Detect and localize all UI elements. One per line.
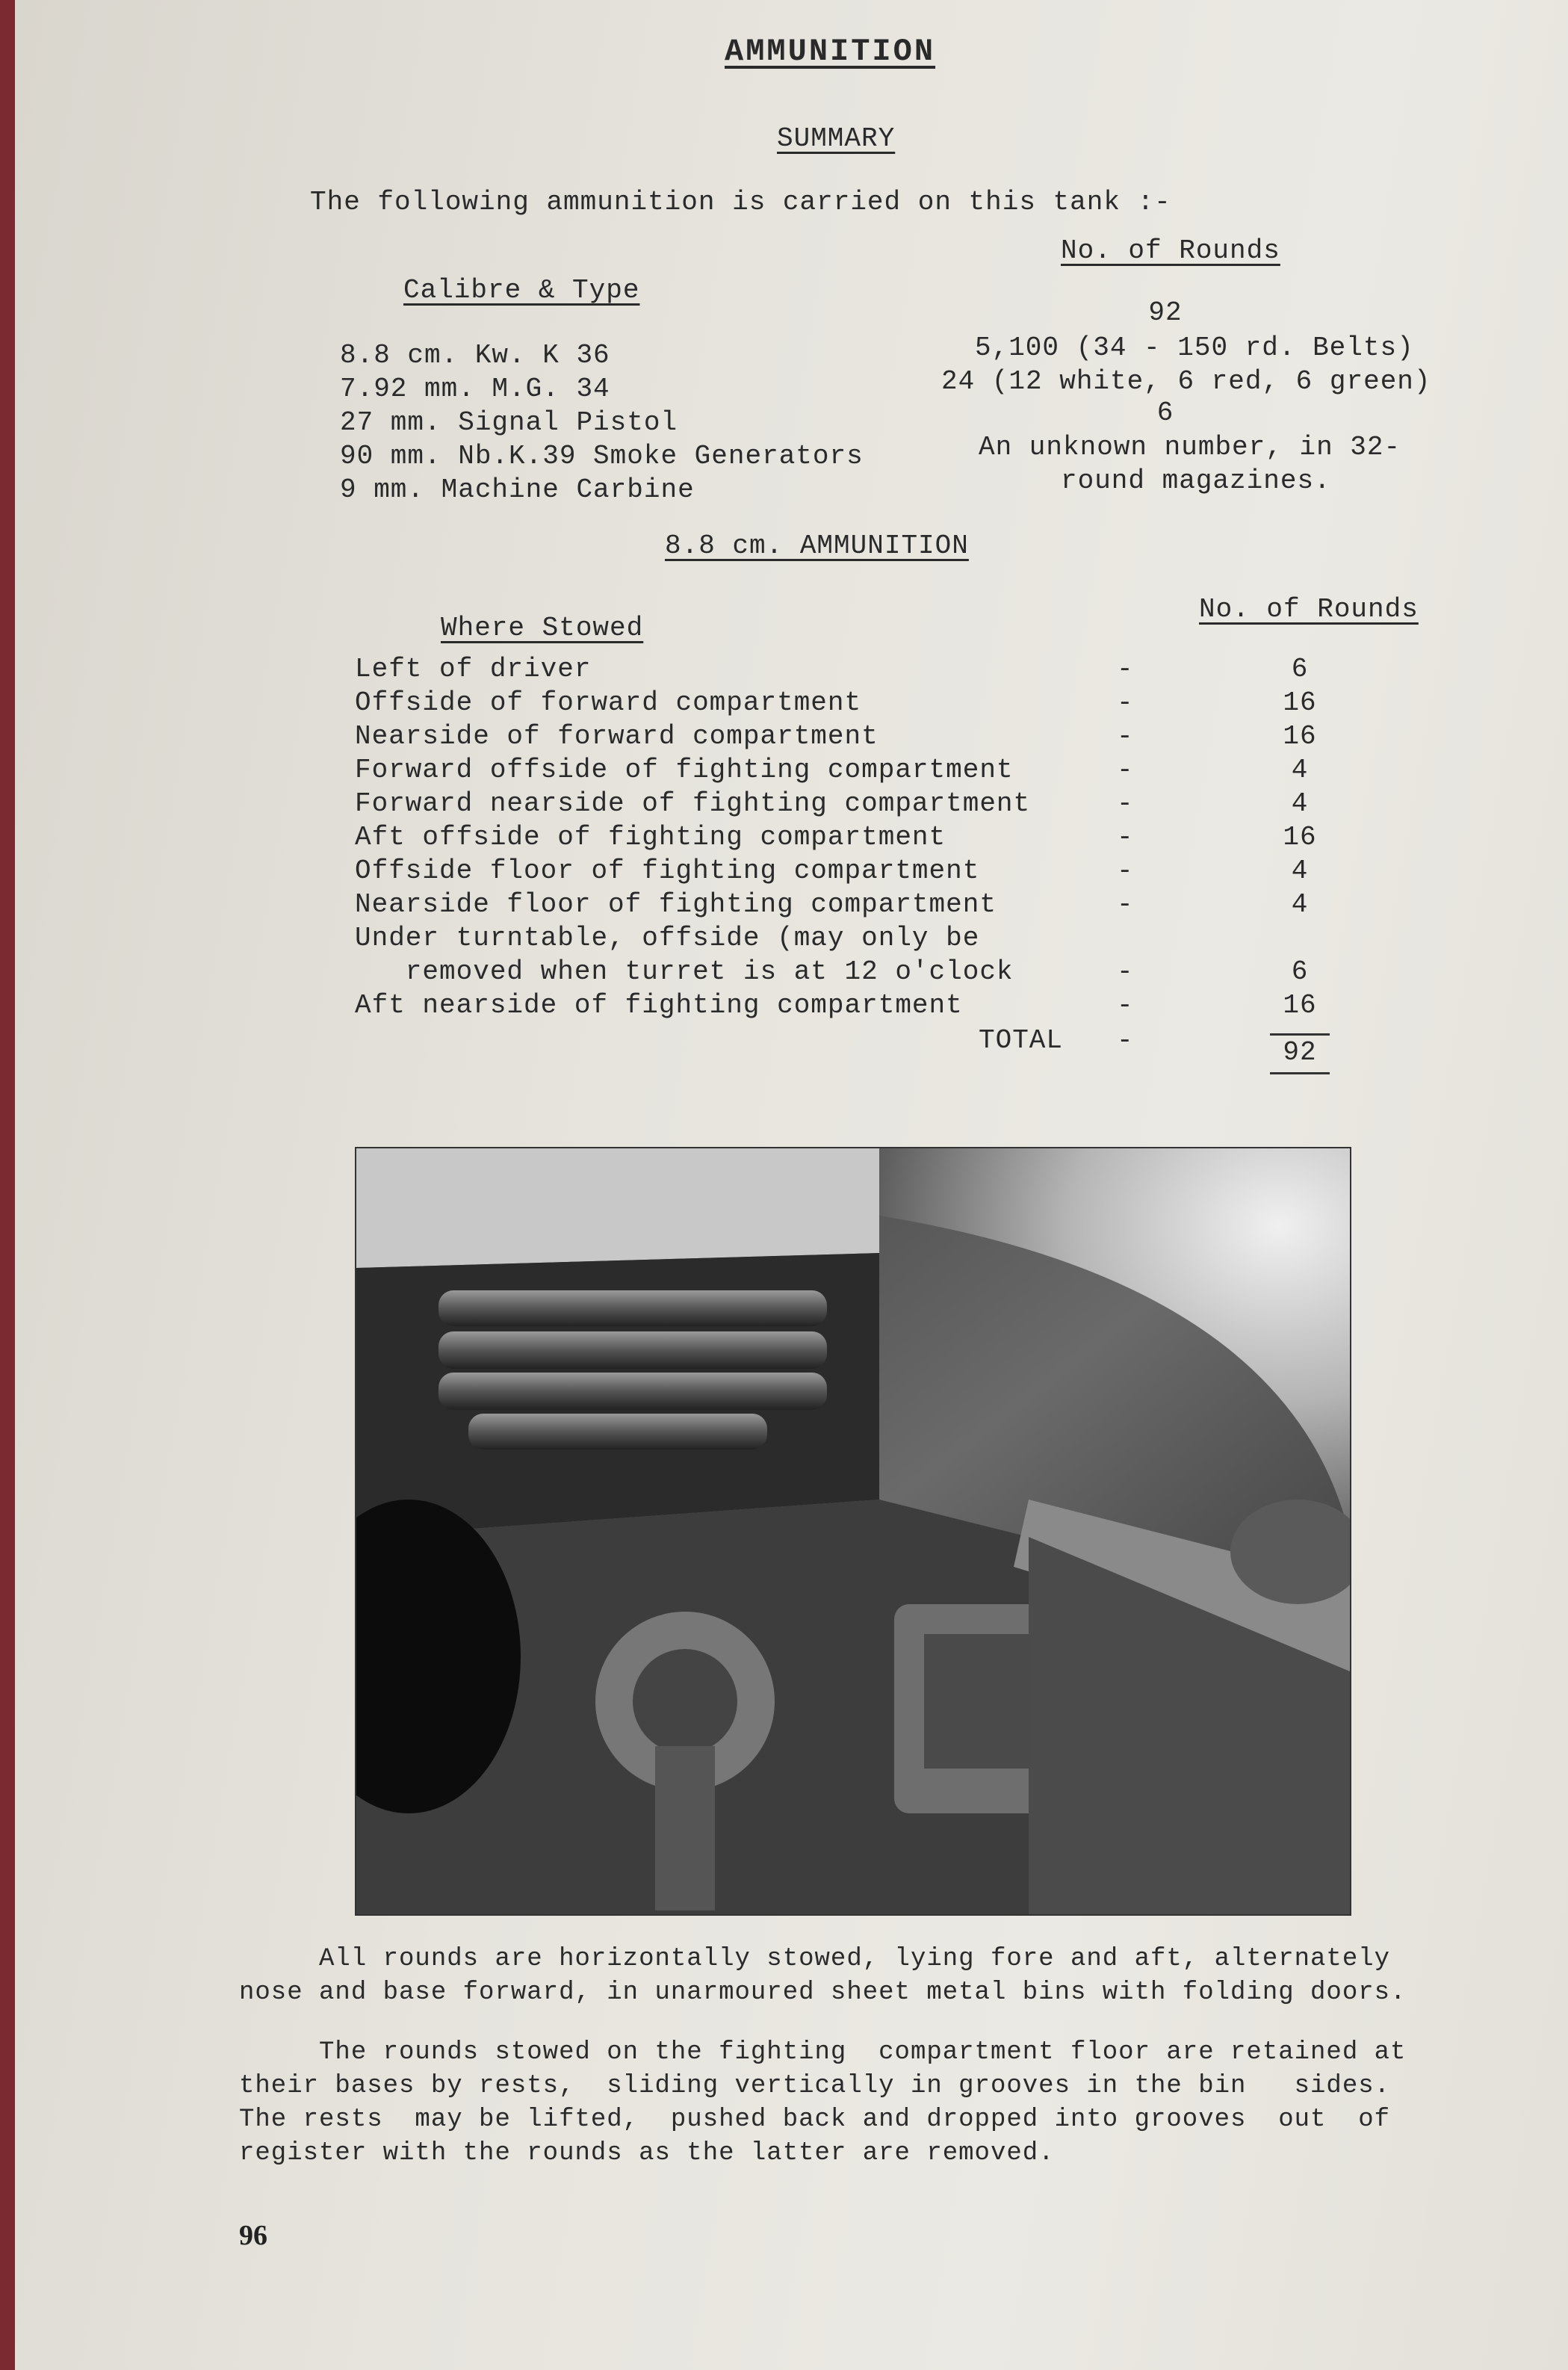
stowage-where-10: removed when turret is at 12 o'clock (355, 956, 1014, 987)
stowage-dash-5: - (1117, 788, 1134, 819)
stowage-where-1: Left of driver (355, 654, 592, 684)
stowage-rounds-4: 4 (1291, 755, 1309, 785)
paragraph-2-line-2: their bases by rests, sliding vertically in grooves in the bin sides. (239, 2072, 1391, 2100)
stowage-where-5: Forward nearside of fighting compartment (355, 788, 1031, 819)
summary-rounds-2: 5,100 (34 - 150 rd. Belts) (975, 332, 1414, 363)
stowage-rounds-7: 4 (1291, 856, 1309, 886)
stowage-heading: 8.8 cm. AMMUNITION (665, 530, 969, 561)
stowage-rounds-6: 16 (1283, 822, 1317, 853)
stowage-rounds-header: No. of Rounds (1199, 594, 1419, 625)
summary-heading: SUMMARY (777, 123, 896, 154)
document-page (15, 0, 1568, 2370)
total-label: TOTAL (979, 1025, 1064, 1056)
summary-rounds-continuation: round magazines. (1061, 465, 1331, 496)
summary-rounds-header: No. of Rounds (1061, 235, 1280, 266)
tank-interior-photo (355, 1147, 1351, 1916)
stowage-where-2: Offside of forward compartment (355, 687, 862, 718)
summary-rounds-1: 92 (1148, 297, 1183, 328)
paragraph-2-line-4: register with the rounds as the latter are removed. (239, 2139, 1055, 2168)
summary-rounds-5: An unknown number, in 32- (979, 432, 1401, 462)
stowage-where-11: Aft nearside of fighting compartment (355, 990, 963, 1021)
stowage-where-7: Offside floor of fighting compartment (355, 856, 980, 886)
summary-type-2: 7.92 mm. M.G. 34 (340, 374, 610, 404)
stowage-where-8: Nearside floor of fighting compartment (355, 889, 997, 920)
stowage-where-4: Forward offside of fighting compartment (355, 755, 1014, 785)
summary-type-1: 8.8 cm. Kw. K 36 (340, 340, 610, 371)
page-title: AMMUNITION (725, 34, 936, 69)
stowage-dash-1: - (1117, 654, 1134, 684)
summary-type-3: 27 mm. Signal Pistol (340, 407, 678, 438)
stowage-dash-7: - (1117, 856, 1134, 886)
stowage-rounds-3: 16 (1283, 721, 1317, 752)
summary-intro: The following ammunition is carried on this tank :- (310, 187, 1171, 217)
stowage-dash-2: - (1117, 687, 1134, 718)
stowage-rounds-5: 4 (1291, 788, 1309, 819)
stowage-rounds-10: 6 (1291, 956, 1309, 987)
stowage-rounds-2: 16 (1283, 687, 1317, 718)
summary-rounds-3: 24 (12 white, 6 red, 6 green) (941, 366, 1431, 397)
summary-type-5: 9 mm. Machine Carbine (340, 474, 695, 505)
total-dash: - (1117, 1025, 1134, 1056)
paragraph-2-line-1: The rounds stowed on the fighting compartment floor are retained at (239, 2038, 1407, 2067)
total-rule-top (1270, 1033, 1330, 1036)
paragraph-1-line-2: nose and base forward, in unarmoured sheet metal bins with folding doors. (239, 1978, 1407, 2007)
stowage-rounds-1: 6 (1291, 654, 1309, 684)
total-rule-bottom (1270, 1072, 1330, 1074)
stowage-dash-3: - (1117, 721, 1134, 752)
stowage-rounds-11: 16 (1283, 990, 1317, 1021)
stowage-dash-11: - (1117, 990, 1134, 1021)
calibre-type-header: Calibre & Type (403, 275, 640, 306)
total-value: 92 (1283, 1037, 1317, 1068)
stowage-dash-8: - (1117, 889, 1134, 920)
summary-rounds-4: 6 (1156, 397, 1174, 428)
stowage-where-6: Aft offside of fighting compartment (355, 822, 946, 853)
paragraph-2-line-3: The rests may be lifted, pushed back and dropped into grooves out of (239, 2106, 1391, 2134)
stowage-rounds-8: 4 (1291, 889, 1309, 920)
tank-interior-photo-graphic (356, 1148, 1350, 1914)
stowage-dash-10: - (1117, 956, 1134, 987)
where-stowed-header: Where Stowed (441, 613, 644, 643)
paragraph-1-line-1: All rounds are horizontally stowed, lying fore and aft, alternately (239, 1945, 1391, 1973)
page-number: 96 (239, 2220, 267, 2251)
stowage-dash-6: - (1117, 822, 1134, 853)
stowage-where-9: Under turntable, offside (may only be (355, 923, 980, 953)
stowage-where-3: Nearside of forward compartment (355, 721, 878, 752)
stowage-dash-4: - (1117, 755, 1134, 785)
summary-type-4: 90 mm. Nb.K.39 Smoke Generators (340, 441, 864, 471)
